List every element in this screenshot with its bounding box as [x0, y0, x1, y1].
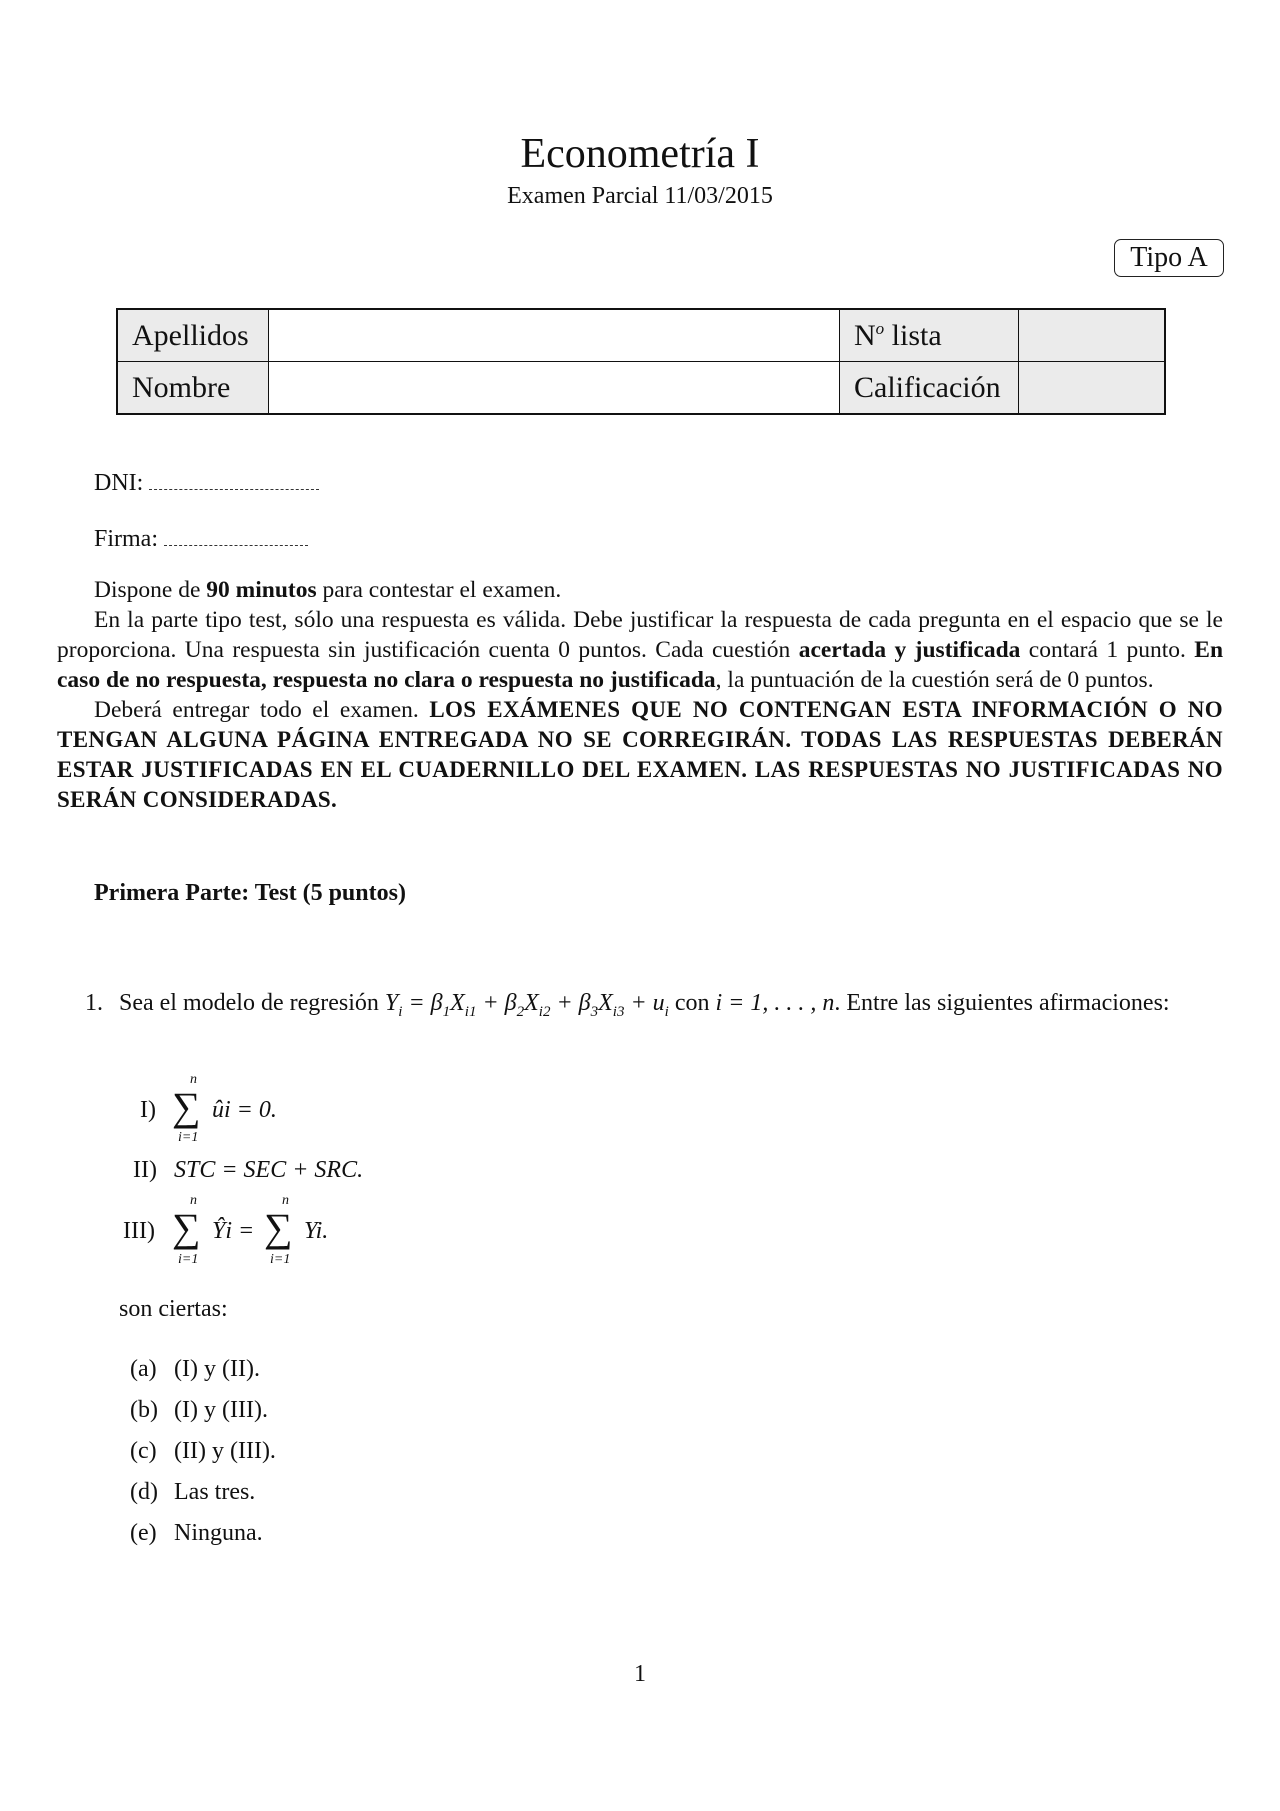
- statement-1: I): [140, 1097, 156, 1123]
- firma-blank[interactable]: [164, 531, 308, 546]
- summation-symbol: ∑: [172, 1084, 201, 1129]
- part-heading: Primera Parte: Test (5 puntos): [94, 880, 406, 906]
- instructions-time: Dispone de 90 minutos para contestar el examen.: [94, 577, 562, 603]
- dni-line: [94, 470, 319, 497]
- summation-symbol: ∑: [172, 1205, 201, 1250]
- instructions-block: [57, 575, 1223, 815]
- exam-subtitle: Examen Parcial 11/03/2015: [507, 183, 773, 209]
- exam-type-badge: Tipo A: [1114, 239, 1224, 277]
- statement-2-expr: STC = SEC + SRC.: [174, 1157, 364, 1183]
- statement-3: III): [123, 1218, 155, 1244]
- option-a[interactable]: (a) (I) y (II).: [130, 1356, 260, 1382]
- instructions-test-rules: En la parte tipo test, sólo una respuesta es válida. Debe justificar la respuesta de cada pregunta en el espacio que se le proporciona. Una respuesta sin justificación cuenta 0 puntos. Cada cuestión acertada y justificada contará 1 punto. En caso de no respuesta, respuesta no clara o respuesta no justificada, la puntuación de la cuestión será de 0 puntos.: [57, 607, 1224, 693]
- option-e[interactable]: (e) Ninguna.: [130, 1520, 263, 1546]
- student-id-table: [116, 308, 1166, 415]
- sum-upper-limit: n: [190, 1193, 197, 1208]
- instructions-submission: Deberá entregar todo el examen. LOS EXÁMENES QUE NO CONTENGAN ESTA INFORMACIÓN O NO TENGAN ALGUNA PÁGINA ENTREGADA NO SE CORREGIRÁN. TODAS LAS RESPUESTAS DEBERÁN ESTAR JUSTIFICADAS EN EL CUADERNILLO DEL EXAMEN. LAS RESPUESTAS NO JUSTIFICADAS NO SERÁN CONSIDERADAS.: [57, 697, 1223, 812]
- statement-3-rhs: Yi.: [304, 1218, 329, 1244]
- apellidos-field[interactable]: [269, 309, 840, 362]
- dni-blank[interactable]: [149, 475, 319, 490]
- firma-label: Firma:: [94, 526, 158, 552]
- statement-3-lhs: Ŷi =: [212, 1218, 255, 1244]
- sum-lower-limit: i=1: [178, 1252, 199, 1267]
- dni-label: DNI:: [94, 470, 144, 496]
- option-b[interactable]: (b) (I) y (III).: [130, 1397, 268, 1423]
- summation-symbol: ∑: [264, 1205, 293, 1250]
- page-number: 1: [634, 1661, 646, 1687]
- statement-2: II): [133, 1157, 157, 1183]
- firma-line: [94, 526, 308, 553]
- sum-upper-limit: n: [190, 1072, 197, 1087]
- sum-lower-limit: i=1: [270, 1252, 291, 1267]
- calificacion-label: Calificación: [840, 362, 1019, 415]
- nombre-label: Nombre: [117, 362, 269, 415]
- statement-1-expr: ûi = 0.: [212, 1097, 277, 1123]
- question-number: 1.: [85, 990, 103, 1016]
- apellidos-label: Apellidos: [117, 309, 269, 362]
- nombre-field[interactable]: [269, 362, 840, 415]
- option-c[interactable]: (c) (II) y (III).: [130, 1438, 276, 1464]
- regression-model: $Y_i = \beta_1X_{i1} + \beta_2X_{i2} + \beta_3X_{i3} + u_i$: [384, 990, 669, 1020]
- sum-lower-limit: i=1: [178, 1130, 199, 1145]
- question-text: Sea el modelo de regresión $Y_i = \beta_1X_{i1} + \beta_2X_{i2} + \beta_3X_{i3} + u_i$ con i = 1, . . . , n. Entre las siguientes afirmaciones:: [119, 990, 1170, 1020]
- calificacion-field[interactable]: [1019, 362, 1166, 415]
- question-outro: son ciertas:: [119, 1296, 228, 1322]
- exam-title: Econometría I: [520, 131, 760, 177]
- option-d[interactable]: (d) Las tres.: [130, 1479, 256, 1505]
- sum-upper-limit: n: [282, 1193, 289, 1208]
- lista-field[interactable]: [1019, 309, 1166, 362]
- lista-label: $N^o$ lista: [840, 309, 1019, 362]
